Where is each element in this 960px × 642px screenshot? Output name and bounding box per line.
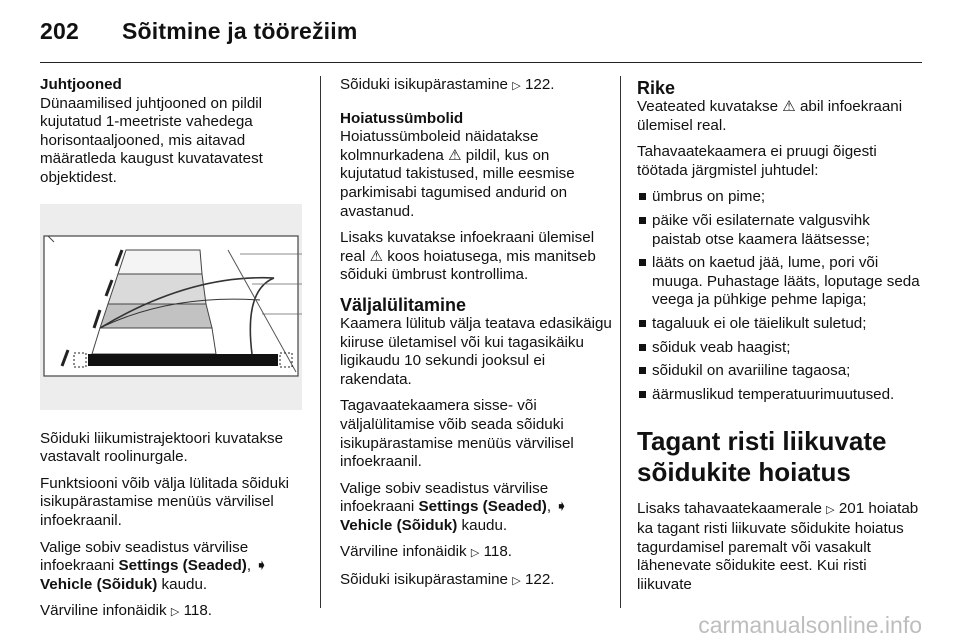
cross-text-b: hoiatab ka tagant risti liikuvate sõidukite hoiatus tagurdamisel paremalt või vasakult lähenevate sõidukite eest. Kui risti liikuvate (637, 500, 919, 593)
kaudu-text: kaudu. (461, 516, 508, 534)
symbols-text-b: pildil, kus on kujutatud takistused, mille eesmise parkimisabi tagumised andurid on avastanud. (340, 146, 575, 220)
reference-arrow-icon: ▷ (170, 606, 180, 619)
reference-arrow-icon: ▷ (512, 575, 521, 588)
paragraph-deactivation: Kaamera lülitub välja teatava edasikäigu kiiruse ületamisel või kui tagasikäiku ligikaudu 10 sekundi jooksul ei rakendata. (340, 314, 612, 388)
list-item: ümbrus on pime; (637, 188, 922, 207)
heading-deactivation: Väljalülitamine (340, 294, 467, 315)
paragraph-personalization-2 (340, 571, 612, 591)
paragraph-not-working: Tahavaatekaamera ei pruugi õigesti töötada järgmistel juhtudel: (637, 143, 877, 179)
paragraph-select: Valige sobiv seadistus värvilise infoekraani Settings (Seaded), ➧ Vehicle (Sõiduk) kaudu. (40, 538, 269, 593)
paragraph-juhtjooned: Dünaamilised juhtjooned on pildil kujutatud 1-meetriste vahedega horisontaaljooned, mis aitavad määratleda kaugust kuvatavatest objektidest. (40, 94, 263, 186)
settings-label: Settings (Seaded) (418, 498, 547, 516)
reference-arrow-icon: ▷ (826, 504, 835, 517)
cross-text-a: Lisaks tahavaatekaamerale (637, 500, 822, 518)
list-item: sõidukil on avariiline tagaosa; (637, 362, 922, 381)
column-divider (320, 76, 321, 608)
paragraph-trajectory: Sõiduki liikumistrajektoori kuvatakse vastavalt roolinurgale. (40, 429, 284, 466)
warning-triangle-icon: ⚠ (369, 247, 384, 265)
personalization-text: Sõiduki isikupärastamine (340, 76, 508, 93)
personalization-page: 122. (524, 76, 555, 93)
paragraph-symbols (340, 128, 612, 221)
fault-text-b: abil infoekraani ülemisel real. (637, 98, 903, 134)
heading-cross-traffic: Tagant risti liikuvate sõidukite hoiatus (637, 426, 887, 488)
list-item: äärmuslikud temperatuurimuutused. (637, 386, 922, 405)
heading-fault: Rike (637, 78, 676, 98)
heading-juhtjooned: Juhtjooned (40, 76, 122, 93)
color-info-page: 118. (483, 543, 513, 561)
paragraph-cross-traffic (637, 500, 922, 594)
reference-arrow-icon: ▷ (470, 547, 480, 560)
also-text-a: Lisaks kuvatakse infoekraani ülemisel real (340, 229, 595, 265)
color-info-page: 118. (183, 602, 213, 620)
fault-text-a: Veateated kuvatakse (637, 98, 779, 115)
list-item: tagaluuk ei ole täielikult suletud; (637, 315, 922, 334)
chapter-title: Sõitmine ja töörežiim (122, 18, 358, 44)
color-info-text: Värviline infonäidik (40, 602, 167, 620)
warning-triangle-icon: ⚠ (782, 98, 796, 115)
paragraph-personalization (340, 76, 612, 96)
vehicle-label: Vehicle (Sõiduk) (340, 516, 458, 534)
menu-arrow-icon: ➧ (255, 557, 269, 575)
paragraph-rear-camera: Tagavaatekaamera sisse- või väljalülitamise võib seada sõiduki isikupärastamise menüüs värvilisel infoekraanil. (340, 397, 574, 471)
paragraph-also (340, 229, 612, 285)
symbols-text-a: Hoiatussümboleid näidatakse kolmnurkadena (340, 128, 539, 164)
column-3 (637, 76, 922, 602)
watermark: carmanualsonline.info (698, 612, 922, 638)
header-rule (40, 62, 922, 63)
conditions-list (637, 188, 922, 404)
page-header (40, 18, 358, 45)
column-1 (40, 76, 308, 630)
list-item: lääts on kaetud jää, lume, pori või muuga. Puhastage lääts, loputage seda veega ja pühkige pehme lapiga; (637, 254, 922, 310)
select-text: Valige sobiv seadistus värvilise infoekraani (40, 538, 249, 575)
heading-symbols: Hoiatussümbolid (340, 109, 464, 127)
select-text: Valige sobiv seadistus värvilise infoekraani (340, 479, 549, 516)
paragraph-fault (637, 98, 922, 135)
color-info-text: Värviline infonäidik (340, 543, 467, 561)
paragraph-color-info-2 (340, 543, 612, 563)
cross-text-page: 201 (838, 500, 865, 518)
paragraph-function: Funktsiooni võib välja lülitada sõiduki isikupärastamise menüüs värvilisel infoekraanil. (40, 474, 290, 529)
vehicle-label: Vehicle (Sõiduk) (40, 575, 158, 593)
also-text-b: koos hoiatusega, mis manitseb sõiduki ümbrust kontrollima. (340, 247, 596, 284)
kaudu-text: kaudu. (161, 575, 208, 593)
list-item: sõiduk veab haagist; (637, 339, 922, 358)
menu-arrow-icon: ➧ (555, 498, 569, 516)
list-item: päike või esilaternate valgusvihk paistab otse kaamera läätsesse; (637, 212, 922, 249)
column-2 (340, 76, 612, 599)
rear-camera-guidelines-figure (40, 204, 302, 410)
settings-label: Settings (Seaded) (118, 557, 247, 575)
personalization-text: Sõiduki isikupärastamine (340, 571, 508, 589)
paragraph-select-2: Valige sobiv seadistus värvilise infoekraani Settings (Seaded), ➧ Vehicle (Sõiduk) kaudu. (340, 479, 569, 534)
column-divider (620, 76, 621, 608)
warning-triangle-icon: ⚠ (448, 146, 462, 164)
personalization-page: 122. (524, 571, 555, 589)
paragraph-color-info (40, 602, 308, 622)
reference-arrow-icon: ▷ (512, 80, 521, 92)
page-number: 202 (40, 18, 79, 44)
